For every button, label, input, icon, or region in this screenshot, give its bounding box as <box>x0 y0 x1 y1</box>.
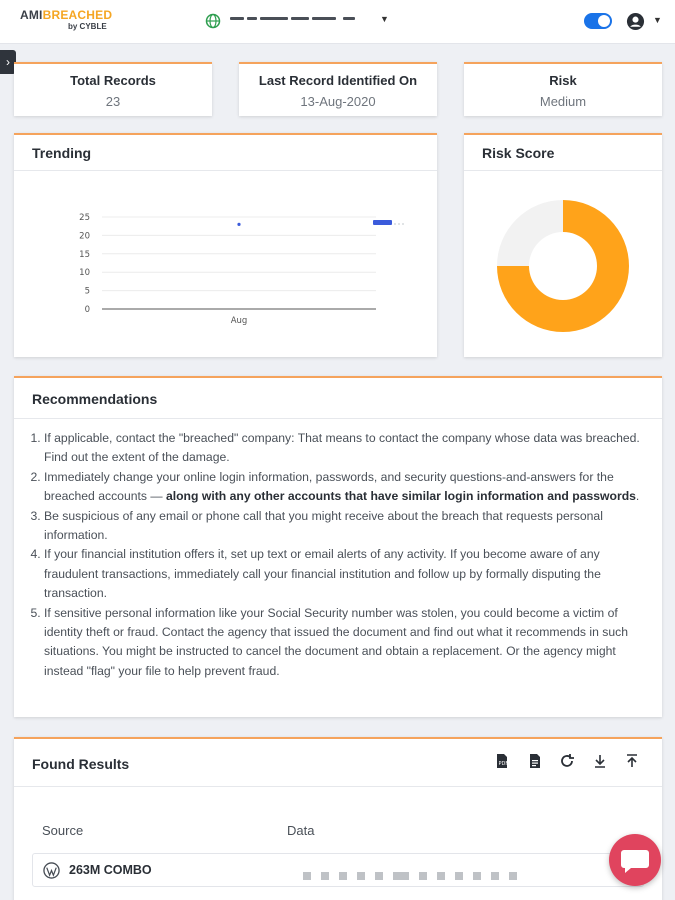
x-tick-label: Aug <box>230 316 248 326</box>
logo-byline: by CYBLE <box>68 22 107 31</box>
donut-slice <box>497 200 563 266</box>
recommendation-item: 3. Be suspicious of any email or phone call that you might receive about the breach that requests personal information. <box>44 507 644 546</box>
found-results-title: Found Results <box>14 739 662 787</box>
download-icon[interactable] <box>592 753 608 769</box>
risk-score-title: Risk Score <box>464 135 662 171</box>
source-name: 263M COMBO <box>69 863 152 877</box>
wordpress-icon <box>43 862 60 879</box>
y-tick-label: 25 <box>79 213 90 223</box>
chat-launcher-button[interactable] <box>609 834 661 886</box>
results-toolbar <box>482 753 640 774</box>
recommendations-card <box>14 376 662 717</box>
user-circle-icon[interactable] <box>626 12 645 31</box>
y-tick-label: 5 <box>84 286 90 297</box>
chevron-down-icon[interactable]: ▼ <box>653 15 662 25</box>
trending-card <box>14 133 437 357</box>
risk-score-card <box>464 133 662 357</box>
top-bar <box>0 0 675 44</box>
y-tick-label: 15 <box>79 249 90 260</box>
column-header-data[interactable]: Data <box>287 823 315 838</box>
recommendation-item: 1. If applicable, contact the "breached" company: That means to contact the company whose data was breached. Find out the extent of the damage. <box>44 429 644 468</box>
document-icon[interactable] <box>527 753 543 769</box>
recommendations-title: Recommendations <box>14 378 662 419</box>
data-point <box>237 223 240 226</box>
recommendation-item: 2. Immediately change your online login information, passwords, and security questions-and-answers for the breached accounts — along with any other accounts that have similar login information and passwords. <box>44 468 644 507</box>
stat-label: Total Records <box>70 73 156 88</box>
pdf-file-icon[interactable] <box>494 753 510 769</box>
logo-wordmark: AMIBREACHED <box>20 8 113 22</box>
risk-score-donut <box>464 173 662 359</box>
y-tick-label: 10 <box>79 268 90 279</box>
stat-value: 13-Aug-2020 <box>300 94 376 109</box>
stat-value: Medium <box>539 94 587 109</box>
stat-card-total-records <box>14 62 212 116</box>
stat-card-last-record <box>239 62 437 116</box>
y-tick-label: 0 <box>84 305 90 315</box>
recommendations-list <box>14 419 662 681</box>
redacted-data <box>303 867 613 877</box>
y-tick-label: 20 <box>79 231 90 242</box>
column-header-source[interactable]: Source <box>42 823 84 838</box>
domain-selector[interactable] <box>230 10 375 30</box>
table-row[interactable] <box>32 853 644 887</box>
chevron-down-icon[interactable]: ▼ <box>380 14 389 24</box>
recommendation-item: 5. If sensitive personal information like your Social Security number was stolen, you could become a victim of identity theft or fraud. Contact the agency that issued the document and find out what it recommends in such situations. You might be instructed to cancel the document and obtain a replacement. Or the agency might instead "flag" your file to help prevent fraud. <box>44 604 644 682</box>
upload-top-icon[interactable] <box>624 753 640 769</box>
recommendation-item: 4. If your financial institution offers it, set up text or email alerts of any activity. If you become aware of any fraudulent transactions, immediately call your financial institution and follow up by formally disputing the transaction. <box>44 545 644 603</box>
globe-icon <box>205 13 221 29</box>
trending-title: Trending <box>14 135 437 171</box>
app-logo[interactable] <box>20 8 130 38</box>
svg-text:PDF: PDF <box>498 761 509 767</box>
found-results-card <box>14 737 662 900</box>
sidebar-expand-button[interactable]: › <box>0 50 16 74</box>
stat-value: 23 <box>105 94 121 109</box>
trending-chart <box>14 173 437 359</box>
legend-swatch <box>373 220 392 225</box>
stat-label: Risk <box>549 73 577 88</box>
theme-toggle[interactable] <box>584 13 612 29</box>
stat-card-risk <box>464 62 662 116</box>
stat-label: Last Record Identified On <box>258 73 418 88</box>
refresh-icon[interactable] <box>559 753 575 769</box>
chat-icon <box>609 834 661 886</box>
